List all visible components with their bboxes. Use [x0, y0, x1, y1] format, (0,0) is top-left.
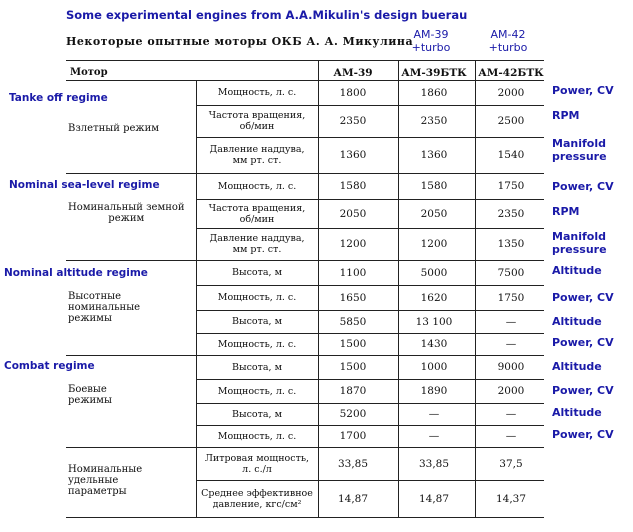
value-cell: 1360 — [339, 149, 367, 161]
param-label: Частота вращения, об/мин — [208, 202, 306, 225]
annotation-label: Altitude — [552, 406, 602, 419]
param-label: Мощность, л. с. — [217, 430, 297, 442]
value-cell: 14,87 — [418, 492, 450, 505]
annotation-label: RPM — [552, 205, 580, 218]
note-nominal-altitude: Nominal altitude regime — [4, 267, 148, 279]
value-cell: 37,5 — [499, 457, 523, 470]
value-cell: — — [505, 315, 517, 328]
engine-header-am39: АМ-39 — [333, 67, 373, 79]
regime-separator — [66, 173, 544, 174]
param-label: Мощность, л. с. — [217, 338, 297, 350]
extra-header-am39-turbo: AM-39 +turbo — [411, 28, 451, 54]
regime-takeoff: Взлетный режим — [68, 123, 160, 134]
value-cell: 1350 — [497, 238, 525, 250]
param-label: Литровая мощность, л. с./л — [204, 452, 310, 475]
regime-separator — [66, 447, 544, 448]
value-cell: 5200 — [339, 408, 367, 420]
value-cell: 2350 — [339, 115, 367, 127]
annotation-label: Altitude — [552, 315, 602, 328]
row-separator — [196, 105, 544, 106]
engine-header-am39btk: АМ-39БТК — [401, 67, 467, 79]
header-bottom-rule — [66, 80, 544, 81]
annotation-label: Manifold pressure — [552, 230, 607, 256]
value-cell: 1580 — [420, 180, 448, 192]
regime-altitude-nominal: Высотные номинальные режимы — [68, 291, 141, 324]
value-cell: 1200 — [339, 238, 367, 250]
value-cell: 14,37 — [495, 492, 527, 505]
value-cell: 14,87 — [337, 492, 369, 505]
row-separator — [196, 333, 544, 334]
motor-header: Мотор — [70, 67, 108, 78]
row-separator — [196, 285, 544, 286]
row-separator — [196, 425, 544, 426]
param-label: Высота, м — [232, 316, 282, 327]
regime-specific-params: Номинальные удельные параметры — [68, 464, 143, 497]
value-cell: 7500 — [497, 266, 525, 279]
value-cell: 2000 — [497, 86, 525, 99]
annotation-label: Altitude — [552, 360, 602, 373]
row-separator — [196, 379, 544, 380]
param-label: Мощность, л. с. — [217, 385, 297, 397]
param-label: Среднее эффективное давление, кгс/см² — [201, 487, 313, 510]
value-cell: 2050 — [339, 207, 367, 220]
value-cell: 1750 — [497, 291, 525, 304]
param-label: Высота, м — [232, 267, 282, 278]
annotation-label: Power, CV — [552, 84, 614, 97]
engine-header-am42btk: АМ-42БТК — [478, 67, 544, 79]
value-cell: — — [505, 338, 517, 350]
value-cell: 1360 — [420, 149, 448, 161]
param-label: Мощность, л. с. — [217, 180, 297, 192]
param-label: Мощность, л. с. — [217, 87, 297, 98]
value-cell: 2000 — [497, 385, 525, 397]
param-label: Высота, м — [232, 408, 282, 420]
row-separator — [196, 310, 544, 311]
value-cell: 1430 — [420, 338, 448, 350]
param-label: Давление наддува, мм рт. ст. — [209, 144, 305, 166]
param-label: Частота вращения, об/мин — [208, 110, 306, 132]
value-cell: 1500 — [339, 338, 367, 350]
param-label: Мощность, л. с. — [217, 292, 297, 303]
row-separator — [196, 480, 544, 481]
value-cell: 1650 — [339, 291, 367, 304]
table-bottom-rule — [66, 517, 544, 518]
am42btk-column-divider — [475, 60, 476, 517]
annotation-label: Power, CV — [552, 291, 614, 304]
regime-nominal-ground: Номинальный земной режим — [68, 202, 185, 224]
row-separator — [196, 228, 544, 229]
regime-combat: Боевые режимы — [68, 384, 112, 406]
annotation-label: Power, CV — [552, 336, 614, 349]
annotation-label: Power, CV — [552, 428, 614, 441]
value-cell: 1540 — [497, 149, 525, 161]
note-takeoff: Tanke off regime — [9, 92, 108, 104]
annotation-label: RPM — [552, 109, 580, 122]
value-cell: 1860 — [420, 86, 448, 99]
value-cell: 33,85 — [418, 457, 450, 470]
value-cell: — — [428, 430, 440, 442]
am39-column-divider — [318, 60, 319, 517]
annotation-label: Altitude — [552, 264, 602, 277]
row-separator — [196, 403, 544, 404]
extra-header-am42-turbo: AM-42 +turbo — [488, 28, 528, 54]
note-combat: Combat regime — [4, 360, 95, 372]
value-cell: — — [505, 408, 517, 420]
value-cell: 5000 — [420, 266, 448, 279]
regime-separator — [66, 355, 544, 356]
annotation-label: Manifold pressure — [552, 137, 607, 163]
row-separator — [196, 199, 544, 200]
value-cell: 1800 — [339, 86, 367, 99]
table-caption: Некоторые опытные моторы ОКБ А. А. Микулина — [66, 35, 414, 48]
value-cell: — — [428, 408, 440, 420]
value-cell: 13 100 — [415, 315, 453, 328]
value-cell: 1750 — [497, 180, 525, 192]
value-cell: 1100 — [339, 266, 367, 279]
value-cell: 1200 — [420, 238, 448, 250]
value-cell: 2050 — [420, 207, 448, 220]
value-cell: 1000 — [420, 361, 448, 373]
value-cell: 5850 — [339, 315, 367, 328]
regime-separator — [66, 260, 544, 261]
value-cell: 2350 — [420, 115, 448, 127]
table-top-rule — [66, 60, 544, 61]
param-label: Давление наддува, мм рт. ст. — [209, 233, 305, 255]
value-cell: 1500 — [339, 361, 367, 373]
note-nominal-sea-level: Nominal sea-level regime — [9, 179, 160, 191]
value-cell: 2350 — [497, 207, 525, 220]
value-cell: 1890 — [420, 385, 448, 397]
value-cell: 1620 — [420, 291, 448, 304]
value-cell: 1700 — [339, 430, 367, 442]
value-cell: 1580 — [339, 180, 367, 192]
am39btk-column-divider — [398, 60, 399, 517]
value-cell: 33,85 — [337, 457, 369, 470]
value-cell: 1870 — [339, 385, 367, 397]
value-cell: 9000 — [497, 361, 525, 373]
page-title: Some experimental engines from A.A.Mikulin's design buerau — [66, 8, 468, 22]
value-cell: — — [505, 430, 517, 442]
param-label: Высота, м — [232, 361, 282, 373]
row-separator — [196, 137, 544, 138]
annotation-label: Power, CV — [552, 384, 614, 397]
annotation-label: Power, CV — [552, 180, 614, 193]
value-cell: 2500 — [497, 115, 525, 127]
